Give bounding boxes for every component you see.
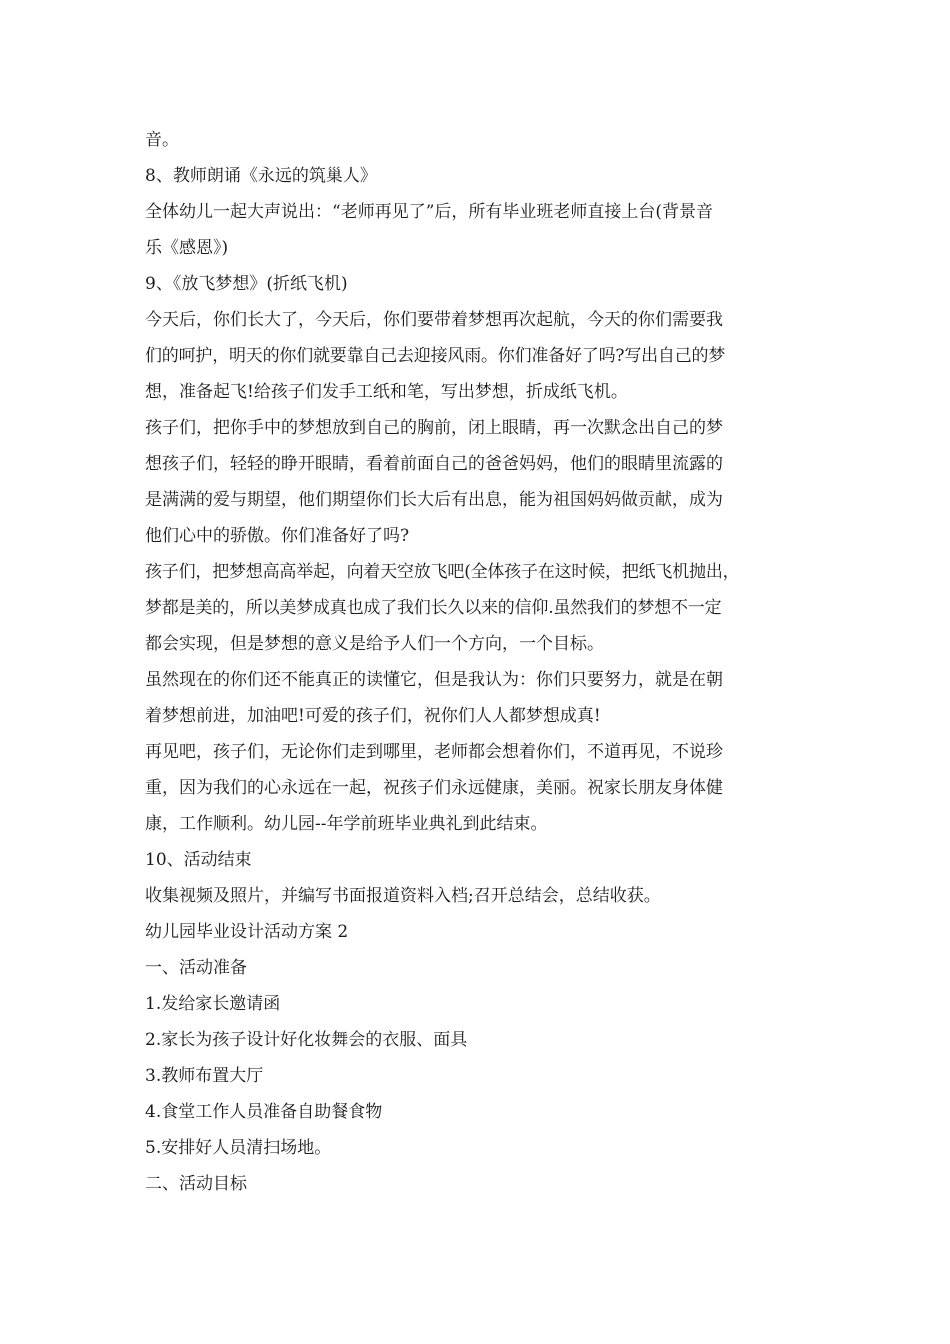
list-item: 1.发给家长邀请函	[145, 994, 281, 1014]
section-heading: 二、活动目标	[145, 1174, 247, 1194]
section-heading: 10、活动结束	[145, 850, 252, 870]
text-line: 孩子们，把你手中的梦想放到自己的胸前，闭上眼睛，再一次默念出自己的梦	[145, 418, 723, 438]
text-line: 再见吧，孩子们，无论你们走到哪里，老师都会想着你们，不道再见，不说珍	[145, 742, 723, 762]
text-line: 今天后，你们长大了，今天后，你们要带着梦想再次起航，今天的你们需要我	[145, 310, 723, 330]
text-line: 他们心中的骄傲。你们准备好了吗?	[145, 526, 410, 546]
text-line: 孩子们，把梦想高高举起，向着天空放飞吧(全体孩子在这时候，把纸飞机抛出，	[145, 562, 740, 582]
document-title: 幼儿园毕业设计活动方案 2	[145, 922, 349, 942]
text-line: 康，工作顺利。幼儿园--年学前班毕业典礼到此结束。	[145, 814, 548, 834]
section-heading: 9、《放飞梦想》(折纸飞机)	[145, 274, 348, 294]
text-line: 乐《感恩》)	[145, 238, 229, 258]
list-item: 2.家长为孩子设计好化妆舞会的衣服、面具	[145, 1030, 468, 1050]
list-item: 3.教师布置大厅	[145, 1066, 264, 1086]
text-line: 想，准备起飞!给孩子们发手工纸和笔，写出梦想，折成纸飞机。	[145, 382, 628, 402]
list-item: 5.安排好人员清扫场地。	[145, 1138, 332, 1158]
text-line: 梦都是美的，所以美梦成真也成了我们长久以来的信仰.虽然我们的梦想不一定	[145, 598, 722, 618]
section-heading: 一、活动准备	[145, 958, 247, 978]
text-line: 音。	[145, 130, 179, 150]
text-line: 们的呵护，明天的你们就要靠自己去迎接风雨。你们准备好了吗?写出自己的梦	[145, 346, 726, 366]
text-line: 虽然现在的你们还不能真正的读懂它，但是我认为：你们只要努力，就是在朝	[145, 670, 723, 690]
text-line: 想孩子们，轻轻的睁开眼睛，看着前面自己的爸爸妈妈，他们的眼睛里流露的	[145, 454, 723, 474]
text-line: 全体幼儿一起大声说出：“老师再见了”后，所有毕业班老师直接上台(背景音	[145, 202, 714, 222]
text-line: 都会实现，但是梦想的意义是给予人们一个方向，一个目标。	[145, 634, 604, 654]
text-line: 是满满的爱与期望，他们期望你们长大后有出息，能为祖国妈妈做贡献，成为	[145, 490, 723, 510]
text-line: 重，因为我们的心永远在一起，祝孩子们永远健康，美丽。祝家长朋友身体健	[145, 778, 723, 798]
document-body	[145, 122, 810, 1202]
section-heading: 8、教师朗诵《永远的筑巢人》	[145, 166, 377, 186]
text-line: 收集视频及照片，并编写书面报道资料入档;召开总结会，总结收获。	[145, 886, 661, 906]
list-item: 4.食堂工作人员准备自助餐食物	[145, 1102, 383, 1122]
text-line: 着梦想前进，加油吧!可爱的孩子们，祝你们人人都梦想成真!	[145, 706, 601, 726]
